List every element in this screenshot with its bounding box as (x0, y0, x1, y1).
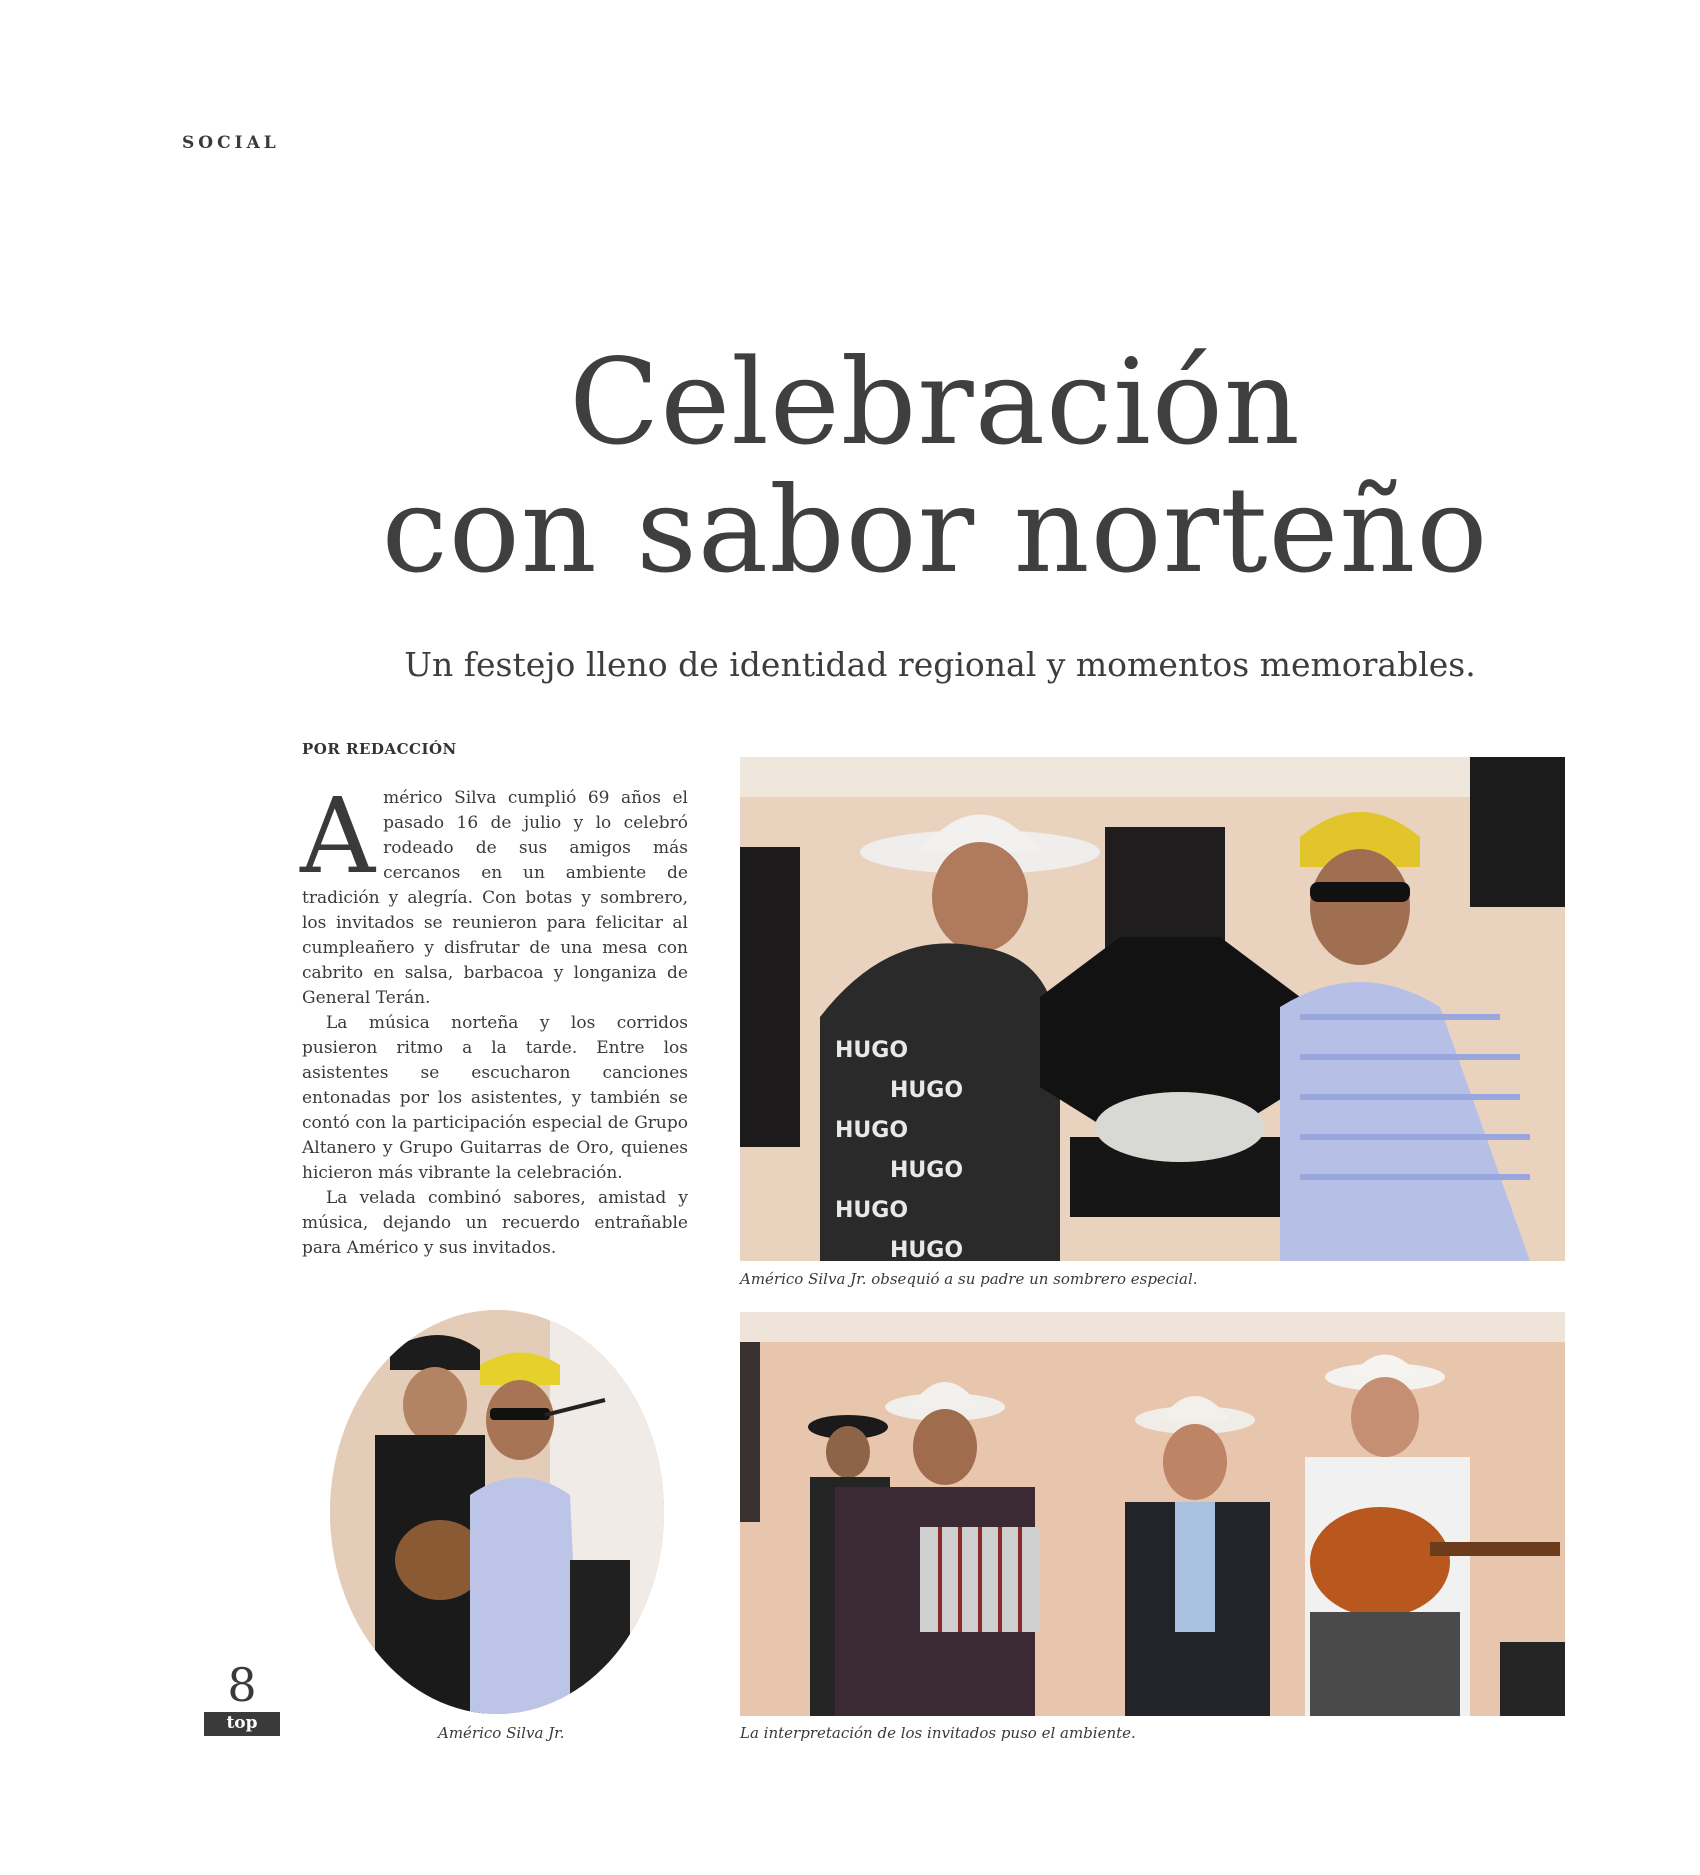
paragraph-2: La música norteña y los corridos pusieron ritmo a la tarde. Entre los asistentes se escucharon canciones entonadas por los asistentes, y también se contó con la participación especial de Grupo Altanero y Grupo Guitarras de Oro, quienes hicieron más vibrante la celebración. (302, 1013, 688, 1183)
article-subtitle: Un festejo lleno de identidad regional y momentos memorables. (404, 645, 1476, 684)
byline: POR REDACCIÓN (302, 740, 457, 758)
title-line-2: con sabor norteño (381, 461, 1489, 599)
article-body (300, 775, 688, 1261)
photo-musicians (740, 1312, 1565, 1716)
paragraph-1-text: mérico Silva cumplió 69 años el pasado 16 de julio y lo celebró rodeado de sus amigos más cercanos en un ambiente de tradición y alegría. Con botas y sombrero, los invitados se reunieron para felicitar al cumpleañero y disfrutar de una mesa con cabrito en salsa, barbacoa y longaniza de General Terán. (302, 788, 688, 1008)
section-label: SOCIAL (182, 133, 280, 153)
page-number: 8 (227, 1658, 257, 1712)
drop-cap: A (300, 775, 376, 897)
photo-oval-singer (330, 1310, 664, 1714)
photo-hat-gift (740, 757, 1565, 1261)
publication-badge: top (204, 1712, 280, 1736)
shirt-print-5: HUGO (835, 1198, 909, 1223)
top-photo-caption: Américo Silva Jr. obsequió a su padre un sombrero especial. (740, 1270, 1198, 1288)
shirt-print-4: HUGO (890, 1158, 964, 1183)
shirt-print-6: HUGO (890, 1238, 964, 1261)
title-line-1: Celebración (569, 333, 1301, 471)
paragraph-3: La velada combinó sabores, amistad y música, dejando un recuerdo entrañable para Américo y sus invitados. (302, 1188, 688, 1258)
shirt-print-1: HUGO (835, 1038, 909, 1063)
shirt-print-2: HUGO (890, 1078, 964, 1103)
oval-photo-caption: Américo Silva Jr. (438, 1724, 565, 1742)
shirt-print-3: HUGO (835, 1118, 909, 1143)
bottom-photo-caption: La interpretación de los invitados puso el ambiente. (740, 1724, 1136, 1742)
article-title (300, 333, 1570, 599)
paragraph-1 (300, 775, 688, 1011)
